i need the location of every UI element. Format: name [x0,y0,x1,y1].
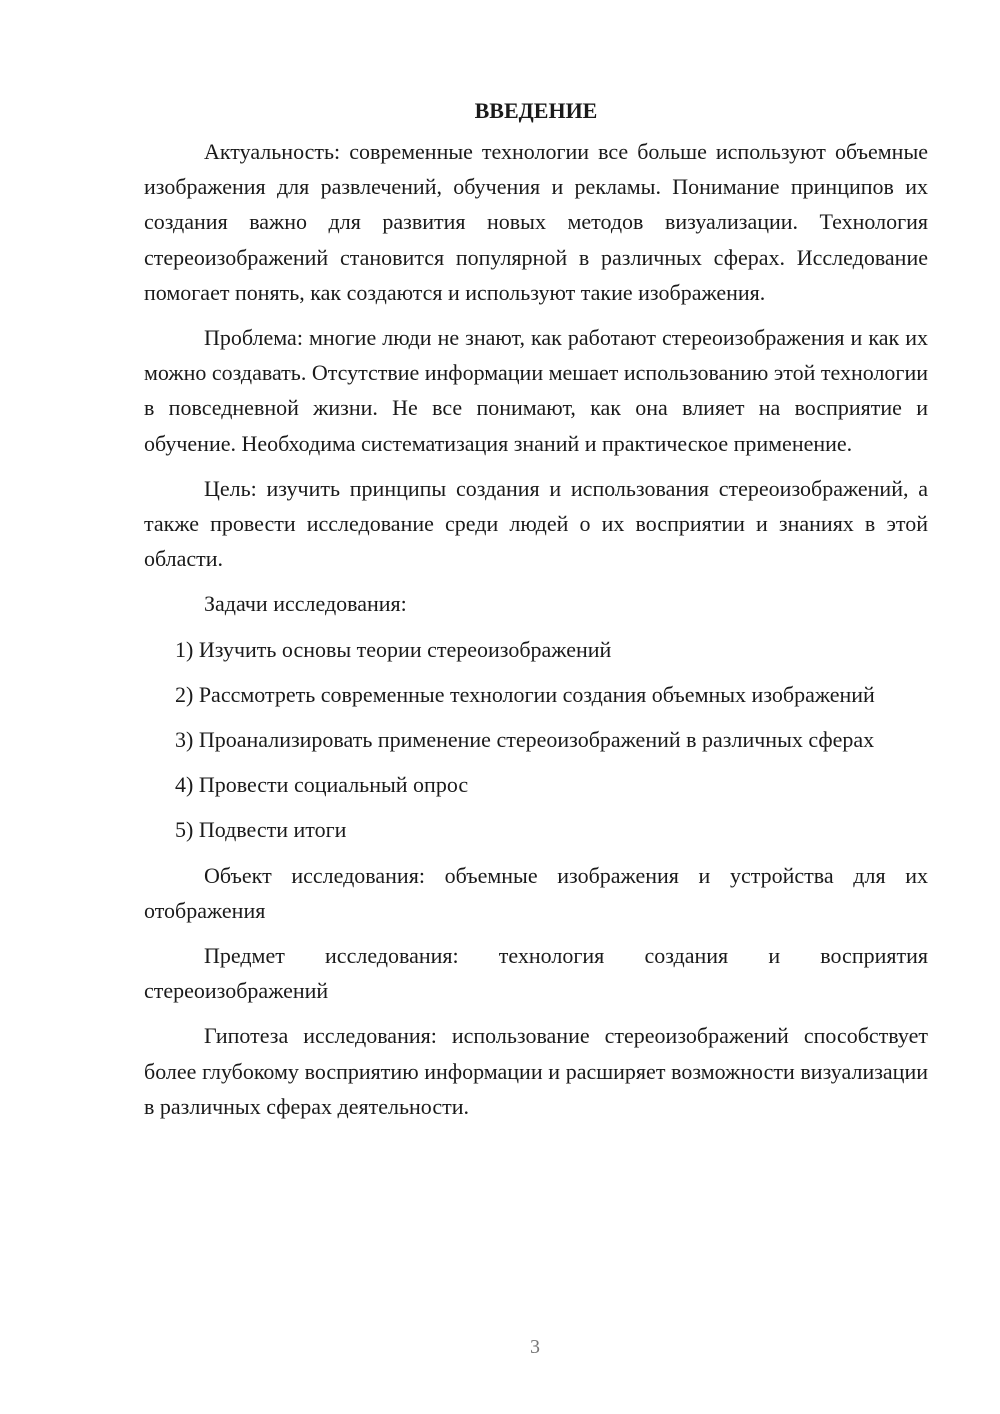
tasks-list [144,632,928,848]
hypothesis-paragraph: Гипотеза исследования: использование стереоизображений способствует более глубокому восприятию информации и расширяет возможности визуализации в различных сферах деятельности. [144,1023,928,1119]
page-number: 3 [530,1336,540,1358]
goal-paragraph: Цель: изучить принципы создания и использования стереоизображений, а также провести исследование среди людей о их восприятии и знаниях в этой области. [144,475,928,572]
list-item: 5) Подвести итоги [175,817,347,843]
page-title: ВВЕДЕНИЕ [474,98,598,123]
list-item: 4) Провести социальный опрос [175,772,469,798]
list-item: 1) Изучить основы теории стереоизображений [175,636,612,662]
problem-paragraph: Проблема: многие люди не знают, как работают стереоизображения и как их можно создавать. Отсутствие информации мешает использованию этой технологии в повседневной жизни. Не все понимают, как она влияет на восприятие и обучение. Необходима систематизация знаний и практическое применение. [144,325,928,456]
relevance-paragraph: Актуальность: современные технологии все больше используют объемные изображения для развлечений, обучения и рекламы. Понимание принципов их создания важно для развития новых методов визуализации. Технология стереоизображений становится популярной в различных сферах. Исследование помогает понять, как создаются и используют такие изображения. [144,139,928,305]
list-item: 3) Проанализировать применение стереоизображений в различных сферах [175,727,875,753]
list-item: 2) Рассмотреть современные технологии создания объемных изображений [175,681,875,707]
tasks-title: Задачи исследования: [204,591,407,617]
document-page [144,96,928,1134]
object-paragraph: Объект исследования: объемные изображения и устройства для их отображения [144,862,928,923]
subject-paragraph: Предмет исследования: технология создания и восприятия стереоизображений [144,943,928,1004]
